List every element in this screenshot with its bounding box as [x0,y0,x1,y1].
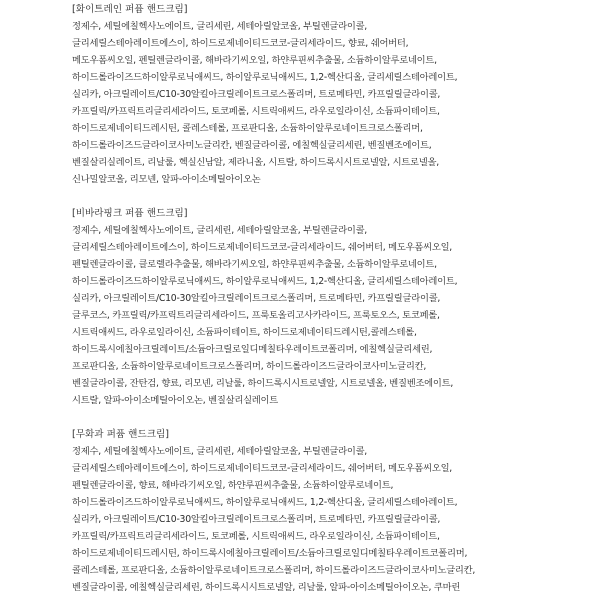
ingredient-line: 하이드로제네이티드레시틴, 콜레스테롤, 프로판디올, 소듐하이알루로네이트크로스폴리머, [72,123,423,134]
ingredient-line: 정제수, 세틸에칠헥사노에이트, 글리세린, 세테아릴알코올, 부틸렌글라이콜, [72,225,368,236]
ingredient-line: 카프릴릭/카프릭트리글리세라이드, 토코페롤, 시트릭애씨드, 라우로일라이신, 소듐파이테이트, [72,106,440,117]
ingredient-line: 정제수, 세틸에칠헥사노에이트, 글리세린, 세테아릴알코올, 부틸렌글라이콜, [72,21,368,32]
section-title: [비바라핑크 퍼퓸 핸드크림] [72,208,188,219]
ingredient-line: 카프릴릭/카프릭트리글리세라이드, 토코페롤, 시트릭애씨드, 라우로일라이신, 소듐파이테이트, [72,531,440,542]
ingredient-line: 벤질글라이콜, 에칠헥실글리세린, 하이드록시시트로넬알, 리날룰, 알파-아이소메틸아이오논, 쿠마린 [72,582,461,593]
ingredient-line: 메도우폼씨오일, 펜틸렌글라이콜, 해바라기씨오일, 하얀루핀씨추출물, 소듐하이알루로네이트, [72,55,437,66]
section-vivarapink [72,205,588,409]
ingredient-line: 글리세릴스테아레이트에스이, 하이드로제네이티드코코-글리세라이드, 쉐어버터, 메도우폼씨오일, [72,242,453,253]
ingredient-line: 글루코스, 카프릴릭/카프릭트리글리세라이드, 프룩토올리고사카라이드, 프룩토오스, 토코페롤, [72,310,440,321]
section-title: [화이트레인 퍼퓸 핸드크림] [72,4,188,15]
ingredients-document [72,1,588,596]
ingredient-line: 벤질살리실레이트, 리날룰, 헥실신남알, 제라니올, 시트랄, 하이드록시시트로넬알, 시트로넬올, [72,157,439,168]
ingredient-line: 시트릭애씨드, 라우로일라이신, 소듐파이테이트, 하이드로제네이티드레시틴,콜레스테롤, [72,327,417,338]
ingredient-line: 하이드록시에칠아크릴레이트/소듐아크릴로일디메칠타우레이트코폴리머, 에칠헥실글리세린, [72,344,433,355]
ingredient-line: 하이드롤라이즈드하이알루로닉애씨드, 하이알루로닉애씨드, 1,2-헥산디올, 글리세릴스테아레이트, [72,497,458,508]
ingredient-line: 하이드로제네이티드레시틴, 하이드록시에칠아크릴레이트/소듐아크릴로일디메칠타우레이트코폴리머, [72,548,468,559]
ingredient-line: 정제수, 세틸에칠헥사노에이트, 글리세린, 세테아릴알코올, 부틸렌글라이콜, [72,446,368,457]
ingredient-line: 하이드롤라이즈드글라이코사미노글리칸, 벤질글라이콜, 에칠헥실글리세린, 벤질벤조에이트, [72,140,432,151]
ingredient-line: 시트랄, 알파-아이소메틸아이오논, 벤질살리실레이트 [72,395,279,406]
ingredient-line: 펜틸렌글라이콜, 클로렐라추출물, 해바라기씨오일, 하얀루핀씨추출물, 소듐하이알루로네이트, [72,259,437,270]
ingredient-line: 글리세릴스테아레이트에스이, 하이드로제네이티드코코-글리세라이드, 쉐어버터, 메도우폼씨오일, [72,463,453,474]
ingredient-line: 신나밀알코올, 리모넨, 알파-아이소메틸아이오논 [72,174,261,185]
ingredient-line: 실리카, 아크릴레이트/C10-30알킬아크릴레이트크로스폴리머, 트로메타민, 카프릴릴글라이콜, [72,293,441,304]
ingredient-line: 프로판디올, 소듐하이알루로네이트크로스폴리머, 하이드롤라이즈드글라이코사미노글리칸, [72,361,427,372]
ingredient-line: 글리세릴스테아레이트에스이, 하이드로제네이티드코코-글리세라이드, 향료, 쉐어버터, [72,38,409,49]
ingredient-line: 펜틸렌글라이콜, 향료, 해바라기씨오일, 하얀루핀씨추출물, 소듐하이알루로네이트, [72,480,394,491]
section-title: [무화과 퍼퓸 핸드크림] [72,429,169,440]
ingredient-line: 실리카, 아크릴레이트/C10-30알킬아크릴레이트크로스폴리머, 트로메타민, 카프릴릴글라이콜, [72,514,441,525]
ingredient-line: 하이드롤라이즈드하이알루로닉애씨드, 하이알루로닉애씨드, 1,2-헥산디올, 글리세릴스테아레이트, [72,72,458,83]
section-whitelain [72,1,588,188]
section-fig [72,426,588,596]
ingredient-line: 콜레스테롤, 프로판디올, 소듐하이알루로네이트크로스폴리머, 하이드롤라이즈드글라이코사미노글리칸, [72,565,476,576]
ingredient-line: 하이드롤라이즈드하이알루로닉애씨드, 하이알루로닉애씨드, 1,2-헥산디올, 글리세릴스테아레이트, [72,276,458,287]
ingredient-line: 실리카, 아크릴레이트/C10-30알킬아크릴레이트크로스폴리머, 트로메타민, 카프릴릴글라이콜, [72,89,441,100]
ingredient-line: 벤질글라이콜, 잔탄검, 향료, 리모넨, 리날룰, 하이드록시시트로넬알, 시트로넬올, 벤질벤조에이트, [72,378,454,389]
